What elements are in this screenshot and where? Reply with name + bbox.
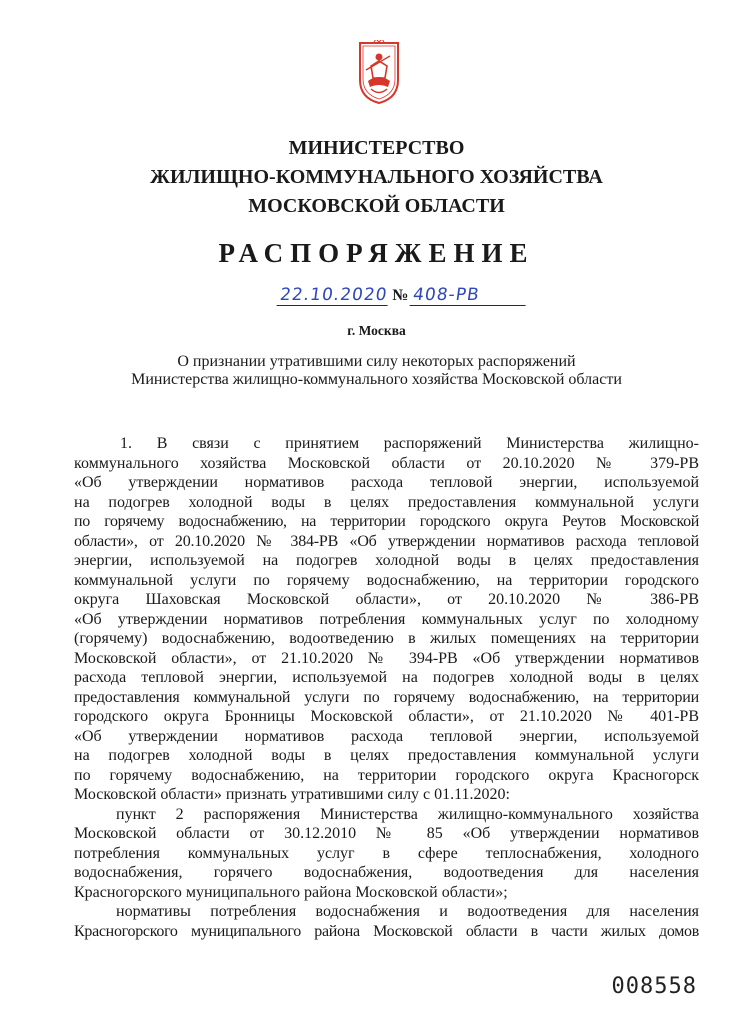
- body-line: Московской области» признать утратившими силу с 01.11.2020:: [74, 786, 510, 803]
- body-line: «Об утверждении нормативов потребления коммунальных услуг по холодному: [74, 610, 699, 628]
- body-line: на подогрев холодной воды в целях предоставления коммунальной услуги: [74, 493, 699, 511]
- page-stamp-number: 008558: [611, 974, 697, 999]
- body-line: расхода тепловой энергии, используемой на подогрев холодной воды в целях: [74, 669, 699, 686]
- body-line: нормативы потребления водоснабжения и водоотведения для населения: [116, 903, 699, 920]
- document-subject: [0, 353, 753, 389]
- order-date-number: [278, 285, 527, 311]
- body-line: пункт 2 распоряжения Министерства жилищно-коммунального хозяйства: [116, 805, 699, 823]
- body-line: 1. В связи с принятием распоряжений Министерства жилищно-: [120, 435, 699, 452]
- document-body: [74, 434, 699, 941]
- body-line: водоснабжения, горячего водоснабжения, водоотведения для населения: [74, 864, 699, 881]
- ministry-line: МОСКОВСКОЙ ОБЛАСТИ: [248, 195, 505, 217]
- body-line: предоставления коммунальной услуги по горячему водоснабжению, на территории: [74, 688, 699, 706]
- ministry-line: ЖИЛИЩНО-КОММУНАЛЬНОГО ХОЗЯЙСТВА: [150, 166, 603, 188]
- ministry-line: МИНИСТЕРСТВО: [288, 137, 465, 159]
- order-number-handwritten: 408-РВ: [410, 285, 529, 306]
- body-line: энергии, используемой на подогрев холодной воды в целях предоставления: [74, 552, 699, 569]
- body-line: Красногорского муниципального района Московской области в части жилых домов: [74, 922, 699, 940]
- body-line: коммунальной услуги по горячему водоснабжению, на территории городского: [74, 571, 699, 589]
- body-line: коммунального хозяйства Московской области от 20.10.2020 № 379-РВ: [74, 454, 699, 472]
- body-line: (горячему) водоснабжению, водоотведению в жилых помещениях на территории: [74, 630, 699, 647]
- body-line: Московской области», от 21.10.2020 № 394-РВ «Об утверждении нормативов: [74, 649, 699, 667]
- number-sign: №: [392, 287, 409, 304]
- coat-of-arms-icon: [357, 40, 401, 106]
- order-date-handwritten: 22.10.2020: [277, 285, 391, 306]
- body-line: на подогрев холодной воды в целях предоставления коммунальной услуги: [74, 747, 699, 764]
- body-line: по горячему водоснабжению, на территории городского округа Красногорск: [74, 766, 699, 784]
- subject-line: О признании утратившими силу некоторых распоряжений: [177, 353, 576, 370]
- body-line: «Об утверждении нормативов расхода тепловой энергии, используемой: [74, 474, 699, 491]
- body-line: потребления коммунальных услуг в сфере теплоснабжения, холодного: [74, 844, 699, 862]
- body-line: «Об утверждении нормативов расхода тепловой энергии, используемой: [74, 727, 699, 745]
- city-label: г. Москва: [347, 323, 406, 338]
- body-line: округа Шаховская Московской области», от 20.10.2020 № 386-РВ: [74, 591, 699, 608]
- body-line: по горячему водоснабжению, на территории городского округа Реутов Московской: [74, 513, 699, 530]
- document-type-title: РАСПОРЯЖЕНИЕ: [218, 238, 535, 268]
- body-line: области», от 20.10.2020 № 384-РВ «Об утверждении нормативов расхода тепловой: [74, 532, 699, 550]
- body-line: Московской области от 30.12.2010 № 85 «Об утверждении нормативов: [74, 825, 699, 842]
- ministry-name: [0, 134, 753, 221]
- subject-line: Министерства жилищно-коммунального хозяйства Московской области: [131, 371, 622, 388]
- body-line: Красногорского муниципального района Московской области»;: [74, 883, 508, 901]
- body-line: городского округа Бронницы Московской области», от 21.10.2020 № 401-РВ: [74, 708, 699, 725]
